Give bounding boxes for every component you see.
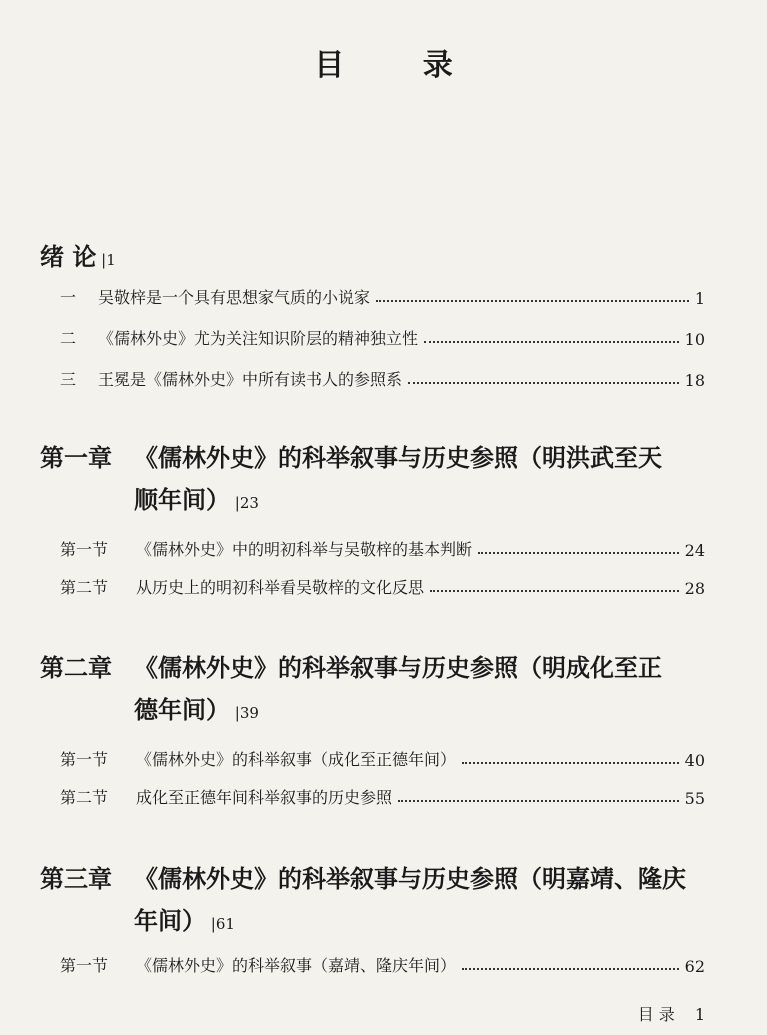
toc-entry[interactable] bbox=[60, 278, 705, 308]
section-label: 第一节 bbox=[60, 750, 109, 769]
section-label: 第一节 bbox=[60, 540, 109, 559]
section-label: 第一节 bbox=[60, 956, 109, 975]
chapter-page: 39 bbox=[239, 704, 259, 722]
section-label: 第二节 bbox=[60, 788, 109, 807]
toc-entry[interactable] bbox=[60, 530, 705, 560]
toc-entry[interactable] bbox=[60, 568, 705, 598]
toc-entry[interactable] bbox=[60, 946, 705, 976]
dot-leader bbox=[424, 341, 679, 343]
dot-leader bbox=[398, 800, 679, 802]
entry-label: 一 bbox=[60, 288, 77, 307]
footer-label: 目 录 bbox=[637, 1005, 675, 1024]
chapter-title-line2: 年间） bbox=[134, 907, 206, 935]
entry-label: 三 bbox=[60, 370, 77, 389]
chapter-title-line1: 《儒林外史》的科举叙事与历史参照（明成化至正 bbox=[134, 654, 662, 682]
entry-page: 18 bbox=[684, 371, 705, 390]
section-page: 24 bbox=[684, 541, 705, 560]
section-text: 《儒林外史》的科举叙事（成化至正德年间） bbox=[136, 750, 457, 769]
footer-page-number: 1 bbox=[694, 1005, 705, 1024]
section-page: 62 bbox=[684, 957, 705, 976]
chapter-heading[interactable]: 第二章 《儒林外史》的科举叙事与历史参照（明成化至正 德年间） |39 bbox=[40, 647, 662, 689]
chapter-heading[interactable]: 第三章 《儒林外史》的科举叙事与历史参照（明嘉靖、隆庆 年间） |61 bbox=[40, 858, 686, 900]
chapter-heading[interactable]: 第一章 《儒林外史》的科举叙事与历史参照（明洪武至天 顺年间） |23 bbox=[40, 437, 662, 479]
chapter-title-line2: 德年间） bbox=[134, 696, 230, 724]
entry-page: 1 bbox=[694, 289, 705, 308]
entry-label: 二 bbox=[60, 329, 77, 348]
section-text: 《儒林外史》中的明初科举与吴敬梓的基本判断 bbox=[136, 540, 473, 559]
dot-leader bbox=[408, 382, 679, 384]
toc-entry[interactable] bbox=[60, 360, 705, 390]
chapter-label: 第一章 bbox=[40, 444, 112, 472]
toc-entry[interactable] bbox=[60, 778, 705, 808]
entry-text: 吴敬梓是一个具有思想家气质的小说家 bbox=[98, 288, 371, 307]
entry-text: 《儒林外史》尤为关注知识阶层的精神独立性 bbox=[98, 329, 419, 348]
section-page: 55 bbox=[684, 789, 705, 808]
dot-leader bbox=[462, 762, 679, 764]
section-text: 从历史上的明初科举看吴敬梓的文化反思 bbox=[136, 578, 425, 597]
chapter-title-line1: 《儒林外史》的科举叙事与历史参照（明洪武至天 bbox=[134, 444, 662, 472]
section-text: 成化至正德年间科举叙事的历史参照 bbox=[136, 788, 393, 807]
section-page: 28 bbox=[684, 579, 705, 598]
entry-text: 王冕是《儒林外史》中所有读书人的参照系 bbox=[98, 370, 403, 389]
page-footer bbox=[618, 1002, 705, 1025]
section-label: 第二节 bbox=[60, 578, 109, 597]
section-text: 《儒林外史》的科举叙事（嘉靖、隆庆年间） bbox=[136, 956, 457, 975]
chapter-label: 第三章 bbox=[40, 865, 112, 893]
intro-heading[interactable]: 绪 论 |1 bbox=[40, 243, 116, 271]
dot-leader bbox=[376, 300, 689, 302]
toc-entry[interactable] bbox=[60, 319, 705, 349]
page-title: 目 录 bbox=[314, 48, 487, 83]
intro-page: 1 bbox=[106, 251, 116, 269]
chapter-page: 23 bbox=[239, 494, 259, 512]
section-page: 40 bbox=[684, 751, 705, 770]
dot-leader bbox=[430, 590, 679, 592]
intro-title: 绪 论 bbox=[40, 243, 97, 271]
chapter-page: 61 bbox=[215, 915, 235, 933]
toc-entry[interactable] bbox=[60, 740, 705, 770]
chapter-title-line2: 顺年间） bbox=[134, 486, 230, 514]
chapter-title-line1: 《儒林外史》的科举叙事与历史参照（明嘉靖、隆庆 bbox=[134, 865, 686, 893]
entry-page: 10 bbox=[684, 330, 705, 349]
dot-leader bbox=[462, 968, 679, 970]
chapter-label: 第二章 bbox=[40, 654, 112, 682]
dot-leader bbox=[478, 552, 679, 554]
